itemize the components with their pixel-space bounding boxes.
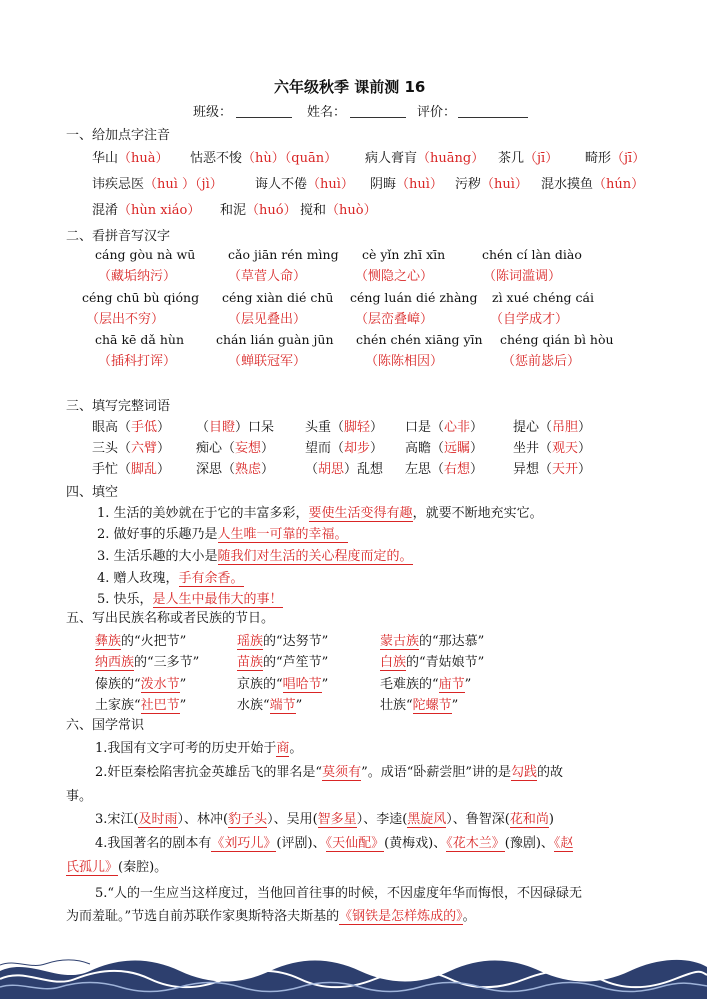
idiom-item [305,458,383,477]
ethnic-answer: 彝族 [95,634,122,649]
fill-answer: 是人生中最伟大的事！ [152,592,283,607]
hanzi-answer: （惩前毖后） [502,354,581,369]
question-5: 5.“人的一生应当这样度过，当他回首往事的时候，不因虚度年华而悔恨，不因碌碌无 [95,886,583,901]
text: (评剧)、 [276,836,326,851]
ethnic-answer: 唱哈节 [282,677,322,692]
text: 4.我国著名的剧本有 [95,836,212,851]
annotation-word: 混水摸鱼 [541,177,594,192]
annotation-pinyin: （jī） [524,151,559,166]
ethnic-item [237,694,302,713]
fill-text: 1. 生活的美妙就在于它的丰富多彩， [97,506,309,521]
hanzi-answer: （草菅人命） [228,269,307,284]
ethnic-item [380,651,484,670]
idiom-prefix: （ [196,420,210,435]
section-2-heading: 二、看拼音写汉字 [66,229,171,244]
annotation-item [220,199,297,218]
section-5-heading: 五、写出民族名称或者民族的节日。 [66,611,275,626]
pinyin-prompt: chán lián guàn jūn [216,332,334,347]
ethnic-prefix: 京族的“ [237,677,283,692]
annotation-item [92,173,223,192]
ethnic-suffix: 的“火把节” [121,634,187,649]
idiom-item [92,437,170,456]
class-blank [236,117,292,118]
annotation-pinyin: （jī） [611,151,646,166]
annotation-item [455,173,528,192]
section-1-heading: 一、给加点字注音 [66,128,171,143]
idiom-prefix: 手忙（ [92,462,132,477]
idiom-suffix: ）乱想 [344,462,384,477]
idiom-item [196,416,274,435]
annotation-pinyin: （huāng） [417,151,485,166]
annotation-word: 怙恶不悛 [190,151,243,166]
annotation-word: 和泥 [220,203,247,218]
eval-label: 评价： [417,105,457,120]
text: ) [548,812,554,827]
idiom-prefix: 眼高（ [92,420,132,435]
annotation-pinyin: （huì） [396,177,443,192]
pinyin-prompt: chén cí làn diào [482,247,582,262]
pinyin-prompt: céng xiàn dié chū [222,290,334,305]
annotation-item [92,147,169,166]
annotation-item [541,173,644,192]
text: ）、鲁智深( [446,812,510,827]
annotation-word: 华山 [92,151,119,166]
idiom-prefix: 痴心（ [196,441,236,456]
idiom-item [513,416,591,435]
hanzi-answer: （插科打诨） [98,354,177,369]
ethnic-answer: 陀螺节 [412,698,452,713]
fill-item [97,523,348,542]
hanzi-answer: （蝉联冠军） [228,354,307,369]
annotation-word: 病人膏肓 [365,151,418,166]
hanzi-answer: （层峦叠嶂） [355,312,434,327]
question-5-cont [66,905,476,924]
idiom-item [305,416,383,435]
idiom-item [92,458,170,477]
idiom-prefix: 高瞻（ [405,441,445,456]
ethnic-suffix: 的“三多节” [134,655,200,670]
ethnic-answer: 庙节 [438,677,465,692]
idiom-prefix: 望而（ [305,441,345,456]
text: (黄梅戏)、 [384,836,447,851]
answer: 莫须有 [322,765,362,780]
answer: 《天仙配》 [325,836,385,851]
ethnic-item [380,630,484,649]
answer: 智多星 [317,812,357,827]
ethnic-item [95,651,199,670]
annotation-word: 诲人不倦 [255,177,308,192]
annotation-pinyin: （huì ）（jì） [144,177,223,192]
annotation-item [498,147,558,166]
hanzi-answer: （陈词滥调） [483,269,562,284]
idiom-answer: 远瞩 [444,441,471,456]
answer: 《花木兰》 [446,836,505,851]
text: (秦腔)。 [118,860,168,875]
annotation-word: 混淆 [92,203,119,218]
idiom-answer: 吊胆 [552,420,579,435]
class-label: 班级： [193,105,233,120]
annotation-word: 讳疾忌医 [92,177,145,192]
question-3 [95,808,554,827]
ethnic-answer: 白族 [380,655,407,670]
idiom-answer: 却步 [344,441,371,456]
idiom-answer: 手低 [131,420,158,435]
fill-item [97,567,244,586]
question-2-cont: 事。 [66,789,93,804]
answer: 勾践 [511,765,538,780]
idiom-item [405,416,483,435]
idiom-answer: 胡思 [318,462,345,477]
text: 2.奸臣秦桧陷害抗金英雄岳飞的罪名是“ [95,765,323,780]
ethnic-answer: 瑶族 [237,634,264,649]
annotation-word: 阴晦 [370,177,397,192]
answer: 及时雨 [138,812,178,827]
ethnic-suffix: 的“达努节” [263,634,329,649]
name-label: 姓名： [307,105,347,120]
idiom-suffix: ） [470,420,484,435]
ethnic-prefix: 水族“ [237,698,270,713]
idiom-suffix: ） [470,462,484,477]
idiom-item [405,458,483,477]
ethnic-item [380,694,458,713]
idiom-prefix: 口是（ [405,420,445,435]
pinyin-prompt: zì xué chéng cái [492,290,594,305]
ethnic-item [95,694,186,713]
pinyin-prompt: céng luán dié zhàng [350,290,478,305]
idiom-answer: 六臂 [131,441,158,456]
hanzi-answer: （层见叠出） [228,312,307,327]
idiom-prefix: 坐井（ [513,441,553,456]
fill-answer: 人生唯一可靠的幸福。 [217,527,348,542]
ethnic-item [237,673,328,692]
pinyin-prompt: cǎo jiān rén mìng [228,247,339,262]
wave-decoration [0,953,707,999]
ethnic-prefix: 壮族“ [380,698,413,713]
answer: 《赵 [553,836,574,851]
ethnic-answer: 社巴节 [140,698,180,713]
annotation-item [585,147,645,166]
question-1 [95,737,302,756]
answer: 豹子头 [228,812,268,827]
pinyin-prompt: céng chū bù qióng [82,290,200,305]
ethnic-answer: 纳西族 [95,655,135,670]
answer: 花和尚 [509,812,549,827]
idiom-prefix: 深思（ [196,462,236,477]
idiom-prefix: 左思（ [405,462,445,477]
fill-text: 5. 快乐， [97,592,153,607]
text: ）、李逵( [356,812,408,827]
pinyin-prompt: chā kē dǎ hùn [95,332,185,347]
annotation-pinyin: （hún） [593,177,645,192]
ethnic-item [95,630,186,649]
pinyin-prompt: chéng qián bì hòu [500,332,614,347]
idiom-suffix: ） [578,441,592,456]
text: 。 [289,741,303,756]
annotation-word: 畸形 [585,151,612,166]
idiom-answer: 脚轻 [344,420,371,435]
fill-answer: 手有余香。 [178,571,244,586]
idiom-suffix: ） [157,420,171,435]
idiom-answer: 妄想 [235,441,262,456]
idiom-prefix: 三头（ [92,441,132,456]
ethnic-answer: 蒙古族 [380,634,420,649]
hanzi-answer: （藏垢纳污） [98,269,177,284]
idiom-item [92,416,170,435]
idiom-prefix: 提心（ [513,420,553,435]
idiom-suffix: ） [157,441,171,456]
idiom-answer: 天开 [552,462,579,477]
annotation-pinyin: （huò） [326,203,377,218]
ethnic-prefix: 傣族的“ [95,677,141,692]
idiom-answer: 脚乱 [131,462,158,477]
fill-item [97,502,543,521]
eval-blank [458,117,528,118]
annotation-word: 污秽 [455,177,482,192]
fill-item [97,588,283,607]
text: 的故 [537,765,564,780]
answer: 《刘巧儿》 [211,836,277,851]
hanzi-answer: （层出不穷） [86,312,165,327]
idiom-answer: 右想 [444,462,471,477]
text: 为而羞耻。”节选自前苏联作家奥斯特洛夫斯基的 [66,909,340,924]
pinyin-prompt: cáng gòu nà wū [95,247,196,262]
idiom-prefix: 头重（ [305,420,345,435]
page-title: 六年级秋季 课前测 16 [274,78,426,96]
text: ”。成语“卧薪尝胆”讲的是 [361,765,512,780]
ethnic-suffix: 的“青姑娘节” [406,655,485,670]
fill-text-end: ，就要不断地充实它。 [412,506,543,521]
question-2 [95,761,563,780]
ethnic-prefix: 土家族“ [95,698,141,713]
annotation-item [300,199,377,218]
annotation-pinyin: （hù）（quān） [242,151,338,166]
idiom-item [513,437,591,456]
pinyin-prompt: cè yǐn zhī xīn [362,247,446,262]
section-3-heading: 三、填写完整词语 [66,399,171,414]
section-6-heading: 六、国学常识 [66,718,145,733]
answer: 氏孤儿》 [66,860,119,875]
idiom-item [196,458,274,477]
text: ）、林冲( [177,812,229,827]
idiom-answer: 目瞪 [209,420,236,435]
text: 1.我国有文字可考的历史开始于 [95,741,277,756]
annotation-pinyin: （huì） [481,177,528,192]
fill-answer: 要使生活变得有趣 [308,506,413,521]
ethnic-item [95,673,186,692]
idiom-suffix: ） [578,420,592,435]
annotation-pinyin: （hùn xiáo） [118,203,201,218]
ethnic-suffix: ” [451,698,459,713]
ethnic-item [237,651,328,670]
ethnic-suffix: 的“那达慕” [419,634,485,649]
ethnic-suffix: ” [179,677,187,692]
hanzi-answer: （陈陈相因） [365,354,444,369]
ethnic-suffix: ” [321,677,329,692]
ethnic-suffix: ” [295,698,303,713]
text: (豫剧)、 [504,836,554,851]
idiom-suffix: ） [261,462,275,477]
text: 。 [462,909,476,924]
fill-text: 3. 生活乐趣的大小是 [97,549,218,564]
idiom-answer: 观天 [552,441,579,456]
fill-text: 4. 赠人玫瑰， [97,571,179,586]
idiom-item [305,437,383,456]
ethnic-prefix: 毛难族的“ [380,677,439,692]
ethnic-suffix: ” [179,698,187,713]
fill-answer: 随我们对生活的关心程度而定的。 [217,549,413,564]
idiom-suffix: ） [157,462,171,477]
fill-item [97,545,413,564]
hanzi-answer: （恻隐之心） [355,269,434,284]
ethnic-answer: 泼水节 [140,677,180,692]
ethnic-item [237,630,328,649]
hanzi-answer: （自学成才） [490,312,569,327]
idiom-prefix: （ [305,462,319,477]
idiom-suffix: ）口呆 [235,420,275,435]
section-4-heading: 四、填空 [66,485,119,500]
ethnic-suffix: 的“芦笙节” [263,655,329,670]
fill-text: 2. 做好事的乐趣乃是 [97,527,218,542]
annotation-pinyin: （huà） [118,151,169,166]
idiom-suffix: ） [578,462,592,477]
idiom-suffix: ） [370,441,384,456]
idiom-item [513,458,591,477]
annotation-pinyin: （huó） [246,203,297,218]
annotation-word: 茶几 [498,151,525,166]
annotation-pinyin: （huì） [307,177,354,192]
answer: 黑旋风 [407,812,447,827]
idiom-suffix: ） [370,420,384,435]
pinyin-prompt: chén chén xiāng yīn [356,332,483,347]
annotation-item [92,199,200,218]
idiom-suffix: ） [261,441,275,456]
idiom-answer: 熟虑 [235,462,262,477]
ethnic-answer: 苗族 [237,655,264,670]
question-4-cont [66,856,167,875]
ethnic-answer: 端节 [269,698,296,713]
idiom-suffix: ） [470,441,484,456]
annotation-word: 搅和 [300,203,327,218]
answer: 《钢铁是怎样炼成的》 [339,909,463,924]
text: ）、吴用( [267,812,318,827]
annotation-item [255,173,354,192]
name-blank [350,117,406,118]
annotation-item [365,147,484,166]
answer: 商 [276,741,290,756]
idiom-answer: 心非 [444,420,471,435]
idiom-prefix: 异想（ [513,462,553,477]
question-4 [95,832,573,851]
ethnic-suffix: ” [464,677,472,692]
idiom-item [405,437,483,456]
idiom-item [196,437,274,456]
annotation-item [370,173,443,192]
annotation-item [190,147,337,166]
text: 3.宋江( [95,812,139,827]
ethnic-item [380,673,471,692]
